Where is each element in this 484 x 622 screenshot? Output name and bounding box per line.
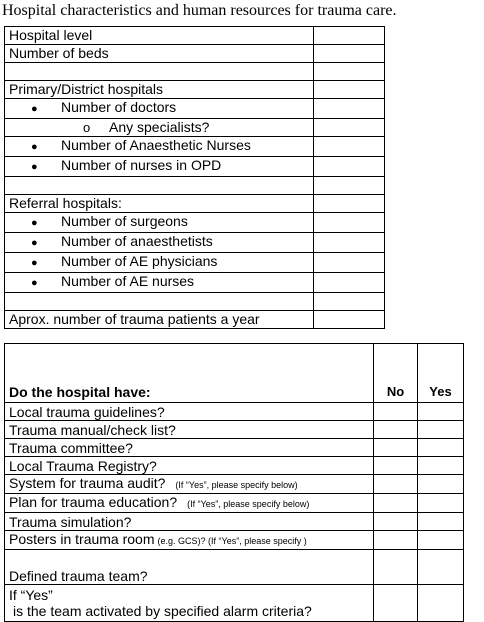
question-text-line2: is the team activated by specified alarm criteria? xyxy=(13,603,312,619)
yes-answer-cell[interactable] xyxy=(418,585,464,622)
question-label xyxy=(5,585,374,622)
row-text: Number of AE nurses xyxy=(61,273,195,289)
value-cell[interactable] xyxy=(313,195,384,213)
value-cell[interactable] xyxy=(313,63,384,81)
row-label xyxy=(5,213,314,233)
question-text: Posters in trauma room xyxy=(9,531,155,547)
yes-answer-cell[interactable] xyxy=(418,421,464,439)
value-cell[interactable] xyxy=(313,233,384,253)
table-header-row xyxy=(5,344,464,403)
table-row xyxy=(5,253,385,273)
table-row xyxy=(5,45,385,63)
table-row xyxy=(5,177,385,195)
question-text: Local trauma guidelines? xyxy=(9,403,165,420)
value-cell[interactable] xyxy=(313,311,384,329)
yes-answer-cell[interactable] xyxy=(418,475,464,494)
row-label xyxy=(5,27,314,45)
question-label xyxy=(5,550,374,585)
table-row xyxy=(5,157,385,177)
hospital-characteristics-table xyxy=(4,26,385,329)
table-row xyxy=(5,457,464,475)
value-cell[interactable] xyxy=(313,45,384,63)
question-note: (If “Yes”, please specify below) xyxy=(175,480,298,490)
table-row xyxy=(5,585,464,622)
question-text: System for trauma audit? xyxy=(9,475,166,491)
row-text: Referral hospitals: xyxy=(9,195,122,211)
table-row xyxy=(5,233,385,253)
table-row xyxy=(5,63,385,81)
row-text: Number of anaesthetists xyxy=(61,233,213,249)
question-label xyxy=(5,403,374,421)
row-label xyxy=(5,63,314,81)
yes-answer-cell[interactable] xyxy=(418,513,464,531)
row-label xyxy=(5,45,314,63)
row-text: Aprox. number of trauma patients a year xyxy=(9,311,260,327)
bullet-icon: ● xyxy=(31,277,38,289)
table-caption: Hospital characteristics and human resources for trauma care. xyxy=(2,2,397,19)
table-row xyxy=(5,81,385,99)
row-label xyxy=(5,273,314,293)
question-text: Trauma simulation? xyxy=(9,513,132,530)
no-answer-cell[interactable] xyxy=(374,494,418,513)
row-label xyxy=(5,99,314,119)
row-text: Primary/District hospitals xyxy=(9,81,164,97)
yes-answer-cell[interactable] xyxy=(418,531,464,550)
question-text: Defined trauma team? xyxy=(9,568,148,584)
value-cell[interactable] xyxy=(313,157,384,177)
value-cell[interactable] xyxy=(313,99,384,119)
question-label xyxy=(5,439,374,457)
row-text: Any specialists? xyxy=(109,119,210,135)
row-label xyxy=(5,81,314,99)
no-answer-cell[interactable] xyxy=(374,531,418,550)
header-yes: Yes xyxy=(418,344,464,403)
yes-answer-cell[interactable] xyxy=(418,457,464,475)
question-text: Plan for trauma education? xyxy=(9,494,178,510)
no-answer-cell[interactable] xyxy=(374,585,418,622)
value-cell[interactable] xyxy=(313,27,384,45)
question-label xyxy=(5,421,374,439)
table-row xyxy=(5,439,464,457)
question-label xyxy=(5,457,374,475)
yes-answer-cell[interactable] xyxy=(418,403,464,421)
table-row xyxy=(5,421,464,439)
table-row xyxy=(5,273,385,293)
value-cell[interactable] xyxy=(313,177,384,195)
row-text: Hospital level xyxy=(9,27,93,43)
table-row xyxy=(5,550,464,585)
question-label xyxy=(5,531,374,550)
row-label xyxy=(5,177,314,195)
table-row xyxy=(5,213,385,233)
question-text-line1: If “Yes” xyxy=(9,587,53,603)
question-label xyxy=(5,475,374,494)
bullet-icon: ● xyxy=(31,103,38,115)
bullet-icon: ● xyxy=(31,141,38,153)
table-row xyxy=(5,513,464,531)
table-row xyxy=(5,531,464,550)
table-row xyxy=(5,119,385,137)
row-label xyxy=(5,311,314,329)
table-row xyxy=(5,403,464,421)
no-answer-cell[interactable] xyxy=(374,475,418,494)
question-note: (e.g. GCS)? (If “Yes”, please specify ) xyxy=(157,536,307,546)
row-label xyxy=(5,293,314,311)
row-text: Number of doctors xyxy=(61,99,177,115)
value-cell[interactable] xyxy=(313,253,384,273)
value-cell[interactable] xyxy=(313,137,384,157)
table-row xyxy=(5,137,385,157)
hospital-facilities-table xyxy=(4,343,464,622)
value-cell[interactable] xyxy=(313,273,384,293)
table-row xyxy=(5,27,385,45)
question-note: (If “Yes”, please specify below) xyxy=(187,499,310,509)
row-text: Number of surgeons xyxy=(61,213,188,229)
row-text: Number of Anaesthetic Nurses xyxy=(61,137,251,153)
row-text: Number of AE physicians xyxy=(61,253,218,269)
question-label xyxy=(5,513,374,531)
bullet-icon: ● xyxy=(31,161,38,173)
bullet-icon: ● xyxy=(31,217,38,229)
no-answer-cell[interactable] xyxy=(374,457,418,475)
value-cell[interactable] xyxy=(313,213,384,233)
row-label xyxy=(5,195,314,213)
question-text: Trauma committee? xyxy=(9,439,133,456)
yes-answer-cell[interactable] xyxy=(418,494,464,513)
header-no: No xyxy=(374,344,418,403)
row-label xyxy=(5,233,314,253)
no-answer-cell[interactable] xyxy=(374,439,418,457)
row-text: Number of beds xyxy=(9,45,109,61)
no-answer-cell[interactable] xyxy=(374,550,418,585)
no-answer-cell[interactable] xyxy=(374,421,418,439)
table-row xyxy=(5,195,385,213)
no-answer-cell[interactable] xyxy=(374,403,418,421)
value-cell[interactable] xyxy=(313,293,384,311)
header-question: Do the hospital have: xyxy=(5,344,374,403)
table-row xyxy=(5,494,464,513)
question-text: Trauma manual/check list? xyxy=(9,421,176,438)
yes-answer-cell[interactable] xyxy=(418,550,464,585)
value-cell[interactable] xyxy=(313,119,384,137)
table-row xyxy=(5,99,385,119)
sub-bullet-icon: o xyxy=(83,120,91,135)
question-text: Local Trauma Registry? xyxy=(9,457,157,474)
table-row xyxy=(5,475,464,494)
no-answer-cell[interactable] xyxy=(374,513,418,531)
bullet-icon: ● xyxy=(31,257,38,269)
row-label xyxy=(5,157,314,177)
table-row xyxy=(5,293,385,311)
row-label xyxy=(5,119,314,137)
row-text: Number of nurses in OPD xyxy=(61,157,222,173)
bullet-icon: ● xyxy=(31,237,38,249)
row-label xyxy=(5,137,314,157)
row-label xyxy=(5,253,314,273)
table-row xyxy=(5,311,385,329)
question-label xyxy=(5,494,374,513)
yes-answer-cell[interactable] xyxy=(418,439,464,457)
value-cell[interactable] xyxy=(313,81,384,99)
